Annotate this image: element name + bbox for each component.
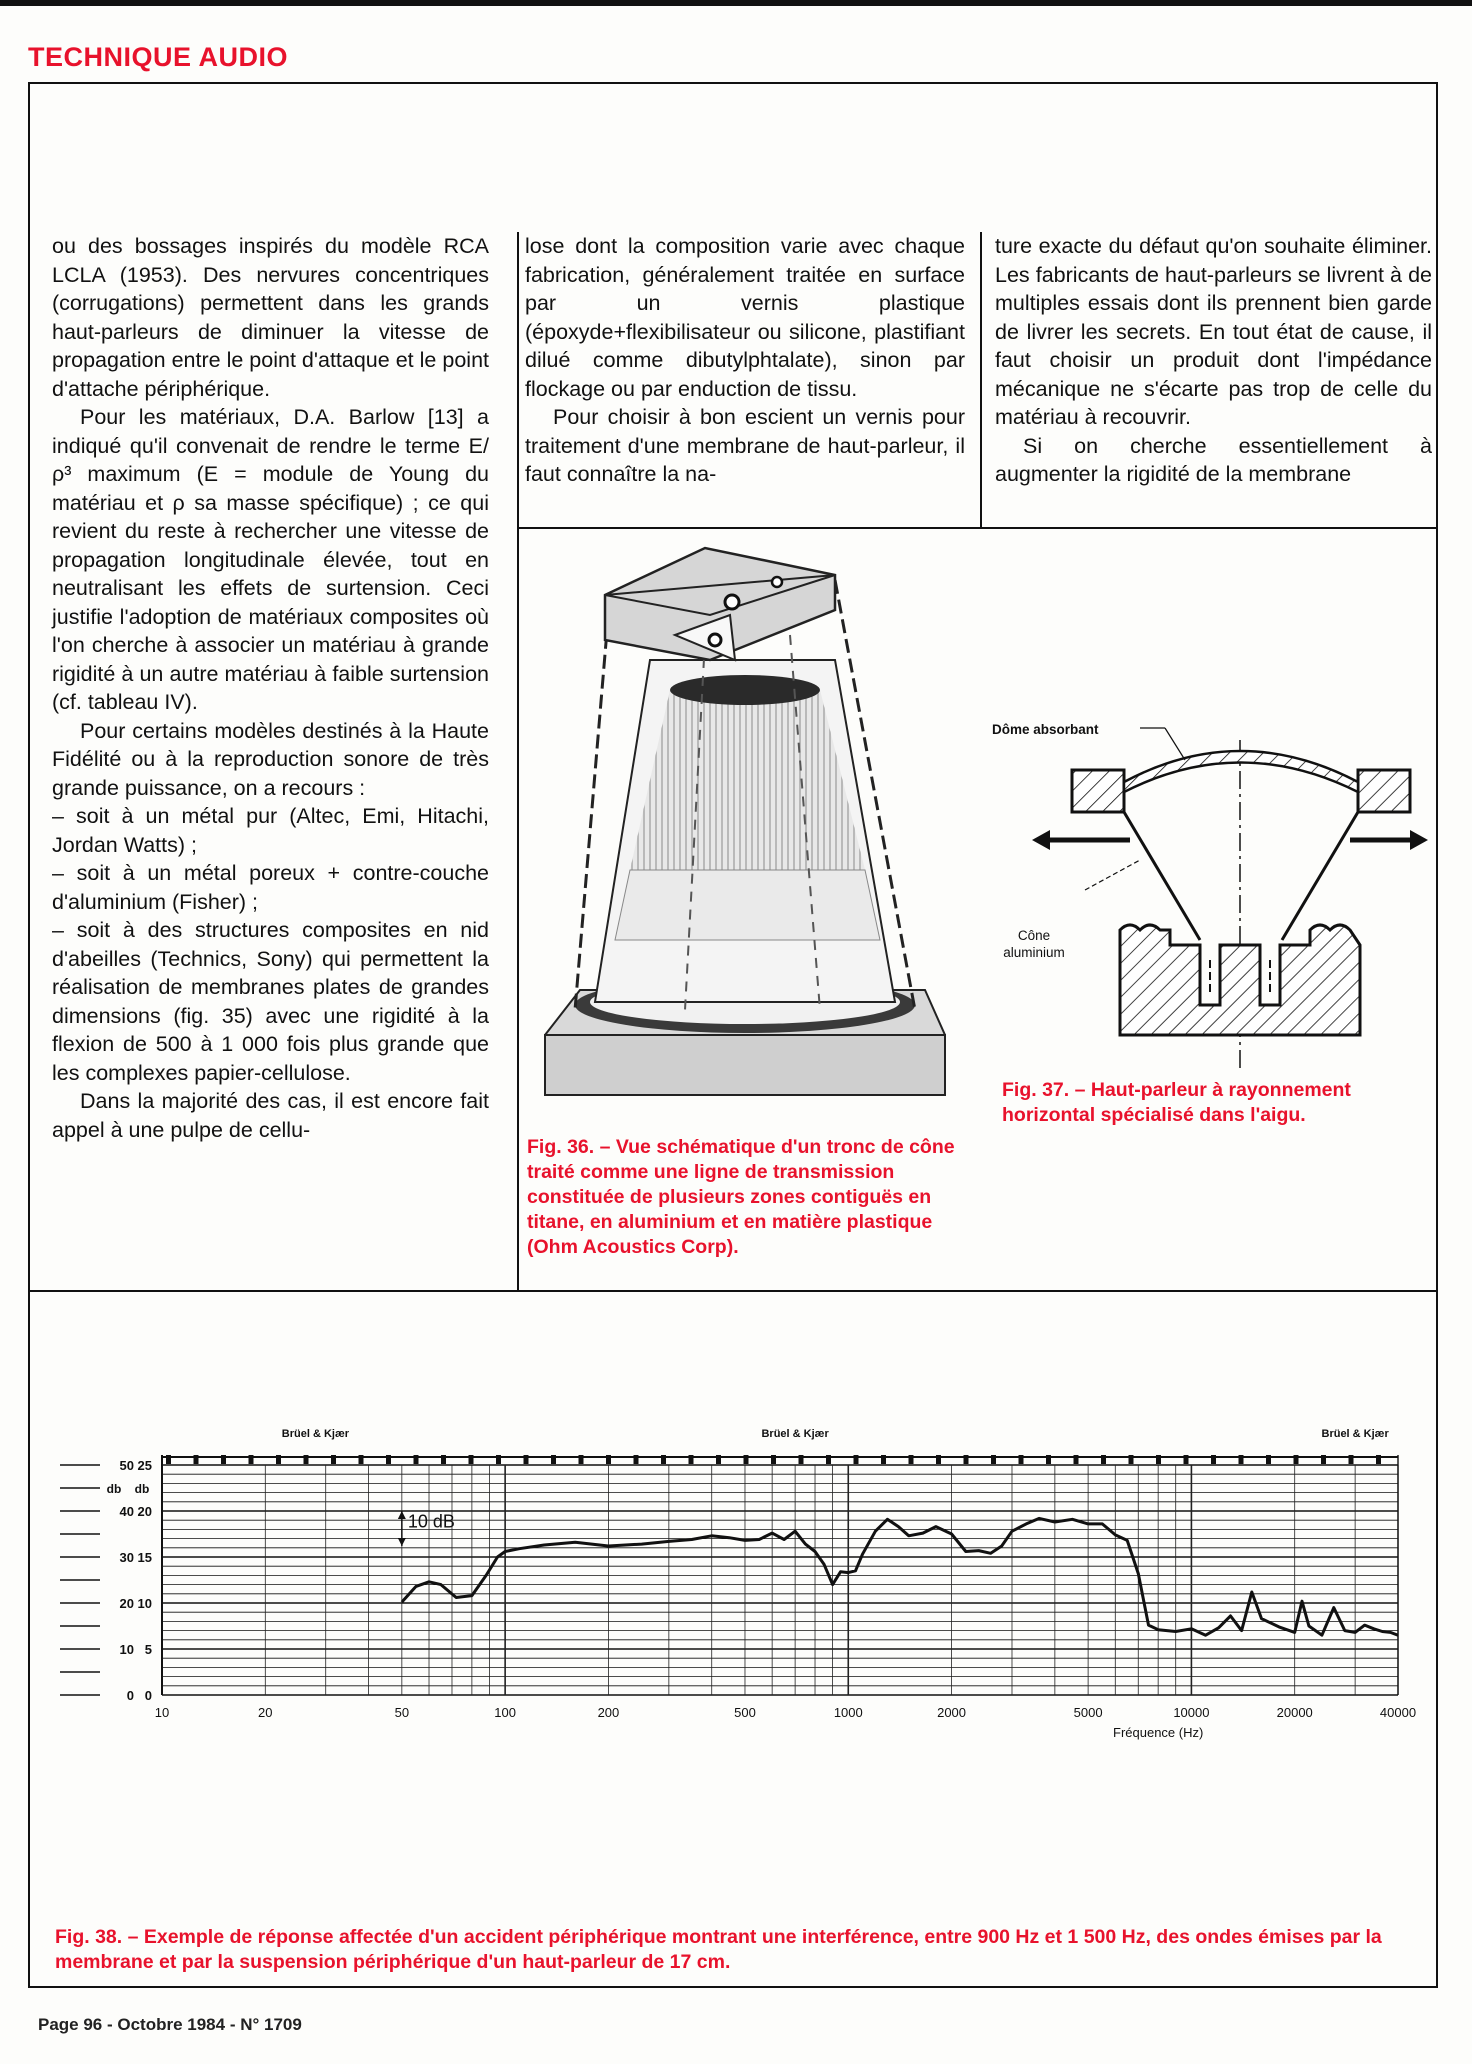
section-title: TECHNIQUE AUDIO: [28, 42, 289, 72]
brand-mid: Brüel & Kjær: [761, 1428, 829, 1440]
column-divider-1: [517, 232, 519, 1290]
ruler-tick: [634, 1455, 639, 1464]
ruler-tick: [909, 1455, 914, 1464]
paragraph: Pour certains modèles destinés à la Haute Fidélité ou à la reproduction sonore de très grande puissance, on a recours :: [52, 718, 489, 800]
y-tick-label-left: 50: [119, 1458, 134, 1473]
list-item: – soit à un métal pur (Altec, Emi, Hitachi, Jordan Watts) ;: [52, 804, 489, 857]
ruler-tick: [414, 1455, 419, 1464]
ruler-tick: [826, 1455, 831, 1464]
text-column-1: [52, 232, 489, 1144]
ruler-tick: [991, 1455, 996, 1464]
ruler-tick: [249, 1455, 254, 1464]
fig38-caption: Fig. 38. – Exemple de réponse affectée d'un accident périphérique montrant une interférence, entre 900 Hz et 1 500 Hz, des ondes émises par la membrane et par la suspension périphérique d'un haut-parleur de 17 cm.: [55, 1926, 1382, 1973]
cone-left: [1124, 812, 1200, 940]
paragraph: Dans la majorité des cas, il est encore fait appel à une pulpe de cellu-: [52, 1089, 489, 1142]
cone-right: [1282, 812, 1358, 940]
y-tick-label-left: 10: [119, 1642, 134, 1657]
ruler-tick: [1019, 1455, 1024, 1464]
ruler-tick: [1294, 1455, 1299, 1464]
right-pad: [1358, 770, 1410, 812]
text-column-2: [525, 232, 965, 489]
ruler-tick: [1239, 1455, 1244, 1464]
x-tick-label: 500: [734, 1705, 756, 1720]
ruler-tick: [854, 1455, 859, 1464]
ruler-tick: [331, 1455, 336, 1464]
screw: [709, 634, 721, 646]
ruler-tick: [469, 1455, 474, 1464]
list-item: – soit à un métal poreux + contre-couche d'aluminium (Fisher) ;: [52, 861, 489, 914]
brand-left: Brüel & Kjær: [281, 1428, 350, 1440]
x-axis-label: Fréquence (Hz): [1113, 1725, 1204, 1740]
y-tick-label-left: 40: [119, 1504, 134, 1519]
paragraph: Si on cherche essentiellement à augmenter la rigidité de la membrane: [995, 433, 1432, 486]
ruler-tick: [276, 1455, 281, 1464]
text-column-3: [995, 232, 1432, 489]
x-tick-label: 10: [154, 1705, 170, 1720]
left-pad: [1072, 770, 1124, 812]
fig36-caption: Fig. 36. – Vue schématique d'un tronc de cône traité comme une ligne de transmission constituée de plusieurs zones contiguës en titane, en aluminium et en matière plastique (Ohm Acoustics Corp).: [527, 1136, 955, 1258]
paragraph: ture exacte du défaut qu'on souhaite éliminer. Les fabricants de haut-parleurs se livrent à de multiples essais dont ils prennent bien garde de livrer les secrets. En tout état de cause, il faut choisir un produit dont l'impédance mécanique ne s'écarte pas trop de celle du matériau à recouvrir.: [995, 234, 1432, 429]
fig37-diagram: [1010, 700, 1435, 1070]
ruler-tick: [1074, 1455, 1079, 1464]
x-tick-label: 50: [394, 1705, 410, 1720]
ruler-tick: [359, 1455, 364, 1464]
ruler-tick: [689, 1455, 694, 1464]
annotation-arrow-up: [398, 1511, 406, 1519]
ruler-tick: [194, 1455, 199, 1464]
ruler-tick: [661, 1455, 666, 1464]
brand-right: Brüel & Kjær: [1321, 1428, 1389, 1440]
paragraph: ou des bossages inspirés du modèle RCA LCLA (1953). Des nervures concentriques (corrugations) permettent dans les grands haut-parleurs de diminuer la vitesse de propagation entre le point d'attaque et le point d'attache périphérique.: [52, 234, 489, 401]
ruler-tick: [1349, 1455, 1354, 1464]
fig37-caption: Fig. 37. – Haut-parleur à rayonnement horizontal spécialisé dans l'aigu.: [1002, 1079, 1351, 1126]
y-tick-label: 15: [137, 1550, 152, 1565]
fig38-chart: [40, 1340, 1430, 1860]
y-tick-label: 20: [137, 1504, 152, 1519]
ruler-tick: [1101, 1455, 1106, 1464]
ruler-tick: [524, 1455, 529, 1464]
ruler-tick: [1046, 1455, 1051, 1464]
ruler-tick: [551, 1455, 556, 1464]
ruler-tick: [936, 1455, 941, 1464]
x-tick-label: 100: [494, 1705, 516, 1720]
y-tick-label-left: 20: [119, 1596, 134, 1611]
y-unit-label: db: [134, 1482, 150, 1496]
x-tick-label: 40000: [1379, 1705, 1417, 1720]
screw: [772, 577, 782, 587]
ruler-tick: [1266, 1455, 1271, 1464]
ruler-tick: [386, 1455, 391, 1464]
paragraph: lose dont la composition varie avec chaque fabrication, généralement traitée en surface par un vernis plastique (époxyde+flexibilisateur ou silicone, plastifiant dilué comme dibutylphtalate), sinon par flockage ou par enduction de tissu.: [525, 234, 965, 401]
list-item: – soit à des structures composites en nid d'abeilles (Technics, Sony) qui permettent la réalisation de membranes plates de grandes dimensions (fig. 35) avec une rigidité à la flexion de 500 à 1 000 fois plus grande que les complexes papier-cellulose.: [52, 918, 489, 1085]
ruler-tick: [441, 1455, 446, 1464]
ruler-tick: [606, 1455, 611, 1464]
ruler-tick: [771, 1455, 776, 1464]
ruler-tick: [166, 1455, 171, 1464]
ruler-tick: [964, 1455, 969, 1464]
column-divider-2: [980, 232, 982, 527]
y-tick-label-left: 0: [126, 1688, 134, 1703]
screw: [725, 595, 739, 609]
x-tick-label: 20: [258, 1705, 273, 1720]
absorbent-dome: [1124, 751, 1358, 792]
paragraph: Pour choisir à bon escient un vernis pour traitement d'une membrane de haut-parleur, il faut connaître la na-: [525, 405, 965, 486]
y-tick-label-left: 30: [119, 1550, 134, 1565]
ruler-tick: [716, 1455, 721, 1464]
paragraph: Pour les matériaux, D.A. Barlow [13] a indiqué qu'il convenait de rendre le terme E/ρ³ maximum (E = module de Young du matériau et ρ sa masse spécifique) ; ce qui revient du reste à rechercher une vitesse de propagation longitudinale élevée, tout en neutralisant les effets de surtension. Ceci justifie l'adoption de matériaux composites où l'on cherche à associer un matériau à grande rigidité à un autre matériau à faible surtension (cf. tableau IV).: [52, 405, 489, 714]
ruler-tick: [221, 1455, 226, 1464]
ruler-tick: [1321, 1455, 1326, 1464]
top-rule: [0, 0, 1472, 6]
y-unit-label: db: [106, 1482, 122, 1496]
ruler-tick: [1156, 1455, 1161, 1464]
y-tick-label: 0: [144, 1688, 152, 1703]
figure-rule-bottom: [28, 1290, 1438, 1292]
ruler-tick: [799, 1455, 804, 1464]
response-curve: [402, 1518, 1398, 1635]
x-tick-label: 200: [597, 1705, 620, 1720]
y-tick-label: 10: [137, 1596, 152, 1611]
fig37-label-dome: Dôme absorbant: [992, 722, 1099, 737]
ruler-tick: [496, 1455, 501, 1464]
ruler-tick: [304, 1455, 309, 1464]
y-tick-label: 25: [137, 1458, 152, 1473]
x-tick-label: 10000: [1173, 1705, 1210, 1720]
ruler-tick: [1184, 1455, 1189, 1464]
ruler-tick: [1376, 1455, 1381, 1464]
x-tick-label: 1000: [833, 1705, 863, 1720]
x-tick-label: 2000: [937, 1705, 967, 1720]
ruler-tick: [1211, 1455, 1216, 1464]
fig37-label-cone: Cône aluminium: [1003, 928, 1065, 960]
page-footer: Page 96 - Octobre 1984 - N° 1709: [38, 2015, 302, 2034]
annotation-arrow-down: [398, 1538, 406, 1546]
figure-rule-top: [517, 527, 1438, 529]
x-tick-label: 5000: [1073, 1705, 1103, 1720]
x-tick-label: 20000: [1276, 1705, 1313, 1720]
ruler-tick: [1129, 1455, 1134, 1464]
annotation-label: 10 dB: [407, 1511, 455, 1532]
ruler-tick: [579, 1455, 584, 1464]
fig36-illustration: [535, 540, 960, 1115]
y-tick-label: 5: [144, 1642, 152, 1657]
ruler-tick: [881, 1455, 886, 1464]
ruler-tick: [744, 1455, 749, 1464]
